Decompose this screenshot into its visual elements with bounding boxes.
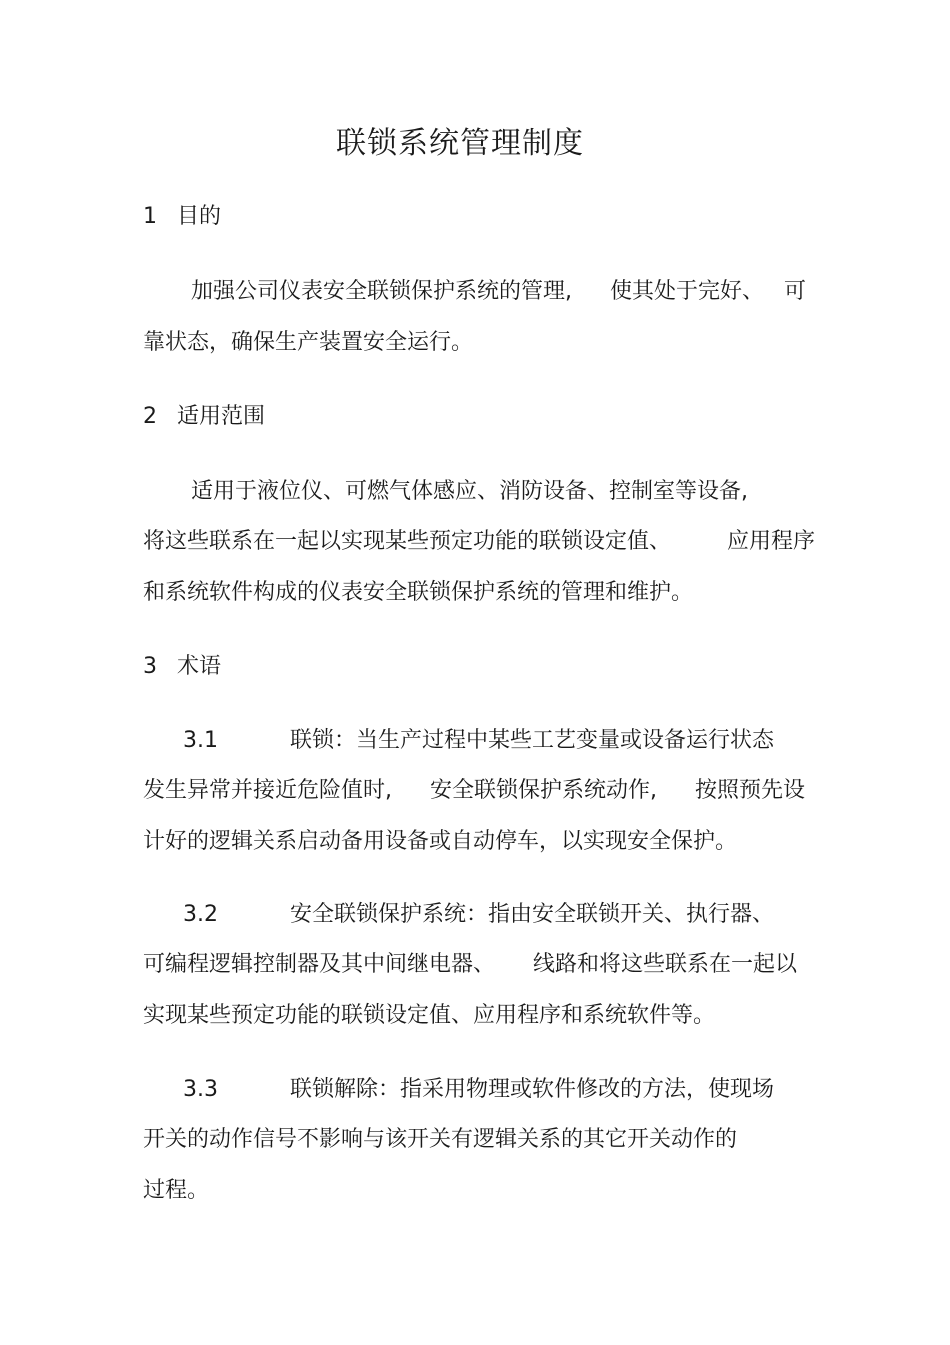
section-1-heading <box>143 201 221 233</box>
paragraph-line: 可编程逻辑控制器及其中间继电器、 线路和将这些联系在一起以 <box>143 952 798 977</box>
paragraph-line: 靠状态，确保生产装置安全运行。 <box>143 330 474 355</box>
paragraph-line: 适用于液位仪、可燃气体感应、消防设备、控制室等设备, <box>191 479 748 504</box>
term-number: 3.2 <box>183 902 218 927</box>
term-3-3-line: 3.3 联锁解除：指采用物理或软件修改的方法，使现场 <box>183 1074 774 1106</box>
section-title: 目的 <box>177 204 222 229</box>
page-title: 联锁系统管理制度 <box>336 126 584 161</box>
section-3-heading <box>143 651 221 683</box>
paragraph-line: 和系统软件构成的仪表安全联锁保护系统的管理和维护。 <box>143 580 694 605</box>
term-number: 3.1 <box>183 728 218 753</box>
paragraph-line: 发生异常并接近危险值时, 安全联锁保护系统动作, 按照预先设 <box>143 778 806 803</box>
section-2-heading <box>143 401 265 433</box>
paragraph-line: 计好的逻辑关系启动备用设备或自动停车，以实现安全保护。 <box>143 829 738 854</box>
paragraph-line: 将这些联系在一起以实现某些预定功能的联锁设定值、 应用程序 <box>143 529 816 554</box>
section-number: 1 <box>143 204 157 229</box>
term-3-2-line: 3.2 安全联锁保护系统：指由安全联锁开关、执行器、 <box>183 899 774 931</box>
section-number: 2 <box>143 404 157 429</box>
section-title: 适用范围 <box>177 404 266 429</box>
paragraph-line: 实现某些预定功能的联锁设定值、应用程序和系统软件等。 <box>143 1003 716 1028</box>
term-3-1-line: 3.1 联锁：当生产过程中某些工艺变量或设备运行状态 <box>183 725 774 757</box>
section-number: 3 <box>143 654 157 679</box>
paragraph-line: 加强公司仪表安全联锁保护系统的管理, 使其处于完好、 可 <box>191 279 807 304</box>
paragraph-line: 开关的动作信号不影响与该开关有逻辑关系的其它开关动作的 <box>143 1127 738 1152</box>
paragraph-line: 过程。 <box>143 1178 210 1203</box>
section-title: 术语 <box>177 654 222 679</box>
term-number: 3.3 <box>183 1077 218 1102</box>
